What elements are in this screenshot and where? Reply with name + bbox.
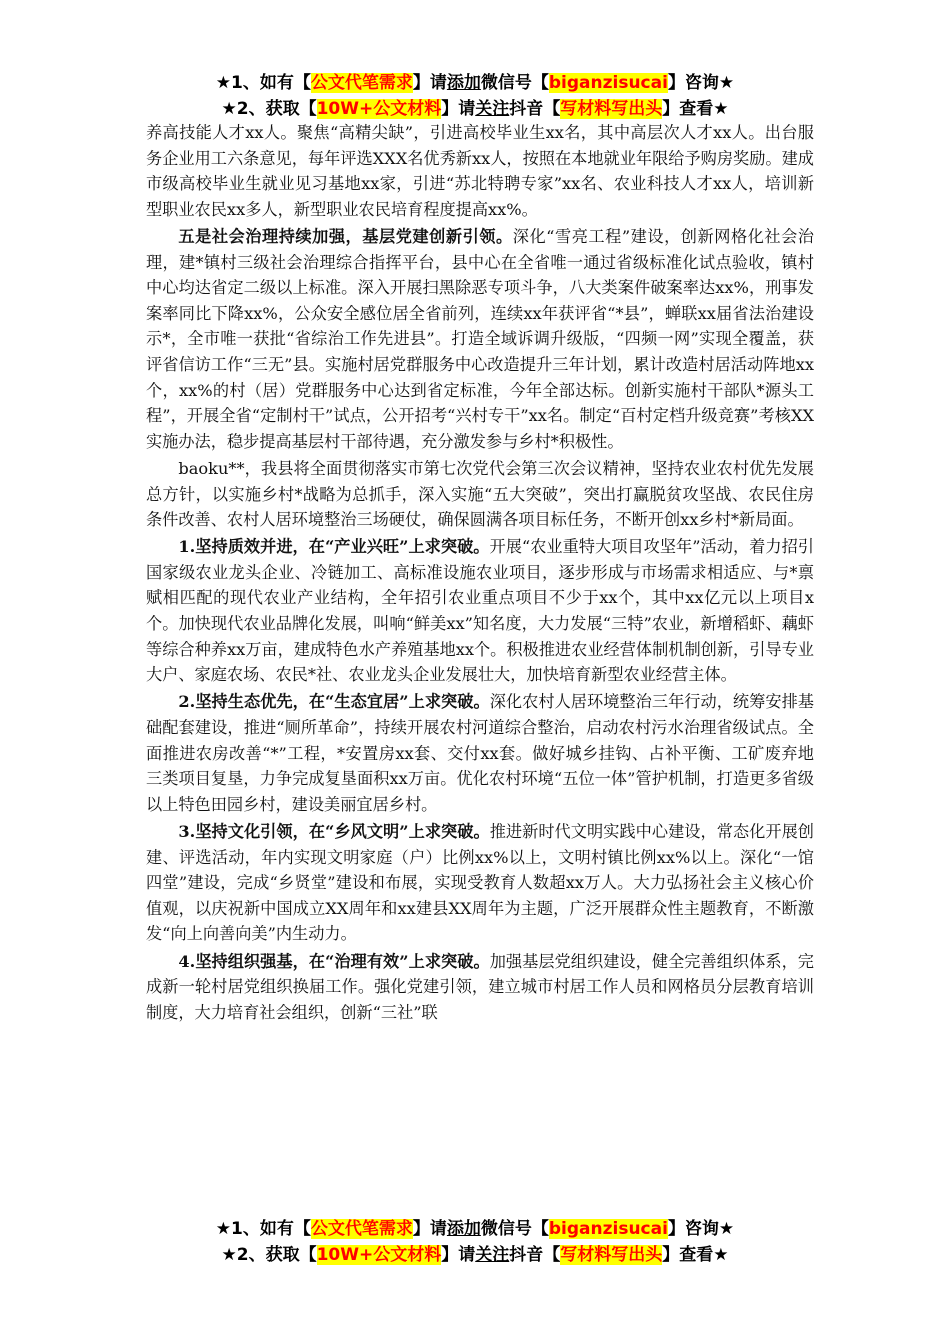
paragraph-lead: 4.坚持组织强基，在“治理有效”上求突破。	[178, 951, 490, 971]
banner-highlight: 10W+公文材料	[316, 99, 442, 119]
ad-banner-bottom	[0, 1216, 950, 1268]
document-body	[146, 120, 814, 1027]
paragraph: 五是社会治理持续加强，基层党建创新引领。深化“雪亮工程”建设，创新网格化社会治理，建*镇村三级社会治理综合指挥平台，县中心在全省唯一通过省级标准化试点验收，镇村中心均达省定二级以上标准。深入开展扫黑除恶专项斗争，八大类案件破案率达xx%，刑事发案率同比下降xx%，公众安全感位居全省前列，连续xx年获评省“*县”，蝉联xx届省法治建设示*，全市唯一获批“省综治工作先进县”。打造全域诉调升级版，“四频一网”实现全覆盖，获评省信访工作“三无”县。实施村居党群服务中心改造提升三年计划，累计改造村居活动阵地xx个，xx%的村（居）党群服务中心达到省定标准，今年全部达标。创新实施村干部队*源头工程”，开展全省“定制村干”试点，公开招考“兴村专干”xx名。制定“百村定档升级竞赛”考核XX实施办法，稳步提高基层村干部待遇，充分激发参与乡村*积极性。	[146, 226, 814, 451]
paragraph: 养高技能人才xx人。聚焦“高精尖缺”，引进高校毕业生xx名，其中高层次人才xx人。出台服务企业用工六条意见，每年评选XXX名优秀新xx人，按照在本地就业年限给予购房奖励。建成市级高校毕业生就业见习基地xx家，引进“苏北特聘专家”xx名、农业科技人才xx人，培训新型职业农民xx多人，新型职业农民培育程度提高xx%。	[146, 123, 814, 219]
banner-highlight: 公文代笔需求	[310, 73, 413, 93]
banner-line-1: ★1、如有【公文代笔需求】请添加微信号【biganzisucai】咨询★	[215, 73, 735, 93]
paragraph: 4.坚持组织强基，在“治理有效”上求突破。加强基层党组织建设，健全完善组织体系，完成新一轮村居党组织换届工作。强化党建引领，建立城市村居工作人员和网格员分层教育培训制度，大力培育社会组织，创新“三社”联	[146, 951, 814, 1022]
paragraph: 2.坚持生态优先，在“生态宜居”上求突破。深化农村人居环境整治三年行动，统筹安排基础配套建设，推进“厕所革命”，持续开展农村河道综合整治，启动农村污水治理省级试点。全面推进农房改善“*”工程，*安置房xx套、交付xx套。做好城乡挂钩、占补平衡、工矿废弃地三类项目复垦，力争完成复垦面积xx万亩。优化农村环境“五位一体”管护机制，打造更多省级以上特色田园乡村，建设美丽宜居乡村。	[146, 692, 814, 814]
paragraph: 3.坚持文化引领，在“乡风文明”上求突破。推进新时代文明实践中心建设，常态化开展创建、评选活动，年内实现文明家庭（户）比例xx%以上，文明村镇比例xx%以上。深化“一馆四堂”建设，完成“乡贤堂”建设和布展，实现受教育人数超xx万人。大力弘扬社会主义核心价值观，以庆祝新中国成立XX周年和xx建县XX周年为主题，广泛开展群众性主题教育，不断激发“向上向善向美”内生动力。	[146, 822, 814, 944]
paragraph: baoku**，我县将全面贯彻落实市第七次党代会第三次会议精神，坚持农业农村优先发展总方针，以实施乡村*战略为总抓手，深入实施“五大突破”，突出打赢脱贫攻坚战、农民住房条件改善、农村人居环境整治三场硬仗，确保圆满各项目标任务，不断开创xx乡村*新局面。	[146, 458, 814, 530]
banner-highlight: biganzisucai	[548, 73, 668, 93]
banner-highlight: 公文代笔需求	[310, 1219, 413, 1239]
paragraph-lead: 2.坚持生态优先，在“生态宜居”上求突破。	[178, 692, 490, 712]
paragraph-lead: 1.坚持质效并进，在“产业兴旺”上求突破。	[178, 537, 490, 557]
ad-banner-top	[0, 70, 950, 122]
paragraph: 1.坚持质效并进，在“产业兴旺”上求突破。开展“农业重特大项目攻坚年”活动，着力招引国家级农业龙头企业、冷链加工、高标准设施农业项目，逐步形成与市场需求相适应、与*禀赋相匹配的现代农业产业结构，全年招引农业重点项目不少于xx个，其中xx亿元以上项目x个。加快现代农业品牌化发展，叫响“鲜美xx”知名度，大力发展“三特”农业，新增稻虾、藕虾等综合种养xx万亩，建成特色水产养殖基地xx个。积极推进农业经营体制机制创新，引导专业大户、家庭农场、农民*社、农业龙头企业发展壮大，加快培育新型农业经营主体。	[146, 537, 814, 685]
paragraph-lead: 五是社会治理持续加强，基层党建创新引领。	[178, 226, 513, 246]
banner-highlight: biganzisucai	[548, 1219, 668, 1239]
banner-line-2: ★2、获取【10W+公文材料】请关注抖音【写材料写出头】查看★	[221, 1245, 729, 1265]
banner-highlight: 写材料写出头	[560, 1245, 663, 1265]
paragraph-lead: 3.坚持文化引领，在“乡风文明”上求突破。	[178, 822, 490, 841]
banner-line-2: ★2、获取【10W+公文材料】请关注抖音【写材料写出头】查看★	[221, 99, 729, 119]
banner-highlight: 写材料写出头	[560, 99, 663, 119]
banner-highlight: 10W+公文材料	[316, 1245, 442, 1265]
banner-line-1: ★1、如有【公文代笔需求】请添加微信号【biganzisucai】咨询★	[215, 1219, 735, 1239]
